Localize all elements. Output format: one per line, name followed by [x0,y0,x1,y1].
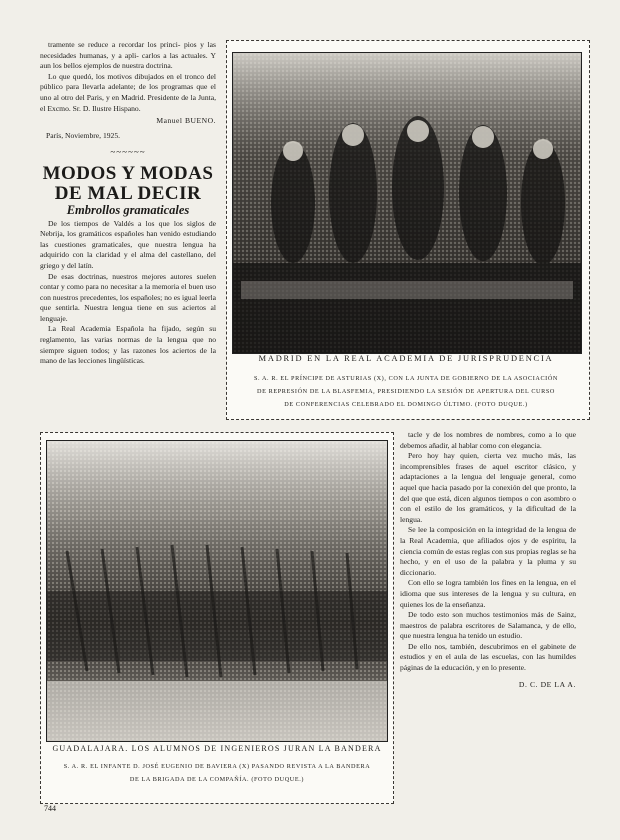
right-paragraph: De todo esto son muchos testimonios más de Sainz, maestros de palabra escritores de Salamanca, y de ello, que nuestra lengua ha tenido un estudio. [400,610,576,641]
ornament-divider: ~~~~~~ [110,147,146,158]
photo-academy-meeting [232,52,582,354]
caption-line: DE LA BRIGADA DE LA COMPAÑÍA. (FOTO DUQUE.) [129,776,305,783]
caption-line: S. A. R. EL PRÍNCIPE DE ASTURIAS (X), CON LA JUNTA DE GOBIERNO DE LA ASOCIACIÓN [254,375,558,382]
author-signature: Manuel BUENO. [156,116,216,126]
caption-line: DE REPRESIÓN DE LA BLASFEMIA, PRESIDIENDO LA SESIÓN DE APERTURA DEL CURSO [257,388,555,395]
right-paragraph: De ello nos, también, descubrimos en el gabinete de estudios y en el aula de las escuelas, con las humildes páginas de la educación, y en lo presente. [400,641,576,673]
right-column [400,430,576,690]
right-paragraph: tacle y de los nombres de nombres, como a lo que debemos añadir, al hablar como con elegancia. [400,430,576,450]
photo-bottom-caption [44,760,390,786]
photo-bottom-title: GUADALAJARA. LOS ALUMNOS DE INGENIEROS JURAN LA BANDERA [52,744,382,753]
right-paragraph: Con ello se logra también los fines en la lengua, en el idioma que sus intereses de la lengua y su cultura, en quienes los de la enseñanza. [400,578,576,609]
article-paragraph: De esas doctrinas, nuestros mejores autores suelen contar y como para no necesitar a la memoria el buen uso con nuestros precedentes, los españoles; no es igual leerla que sentirla. Nuestra lengua tiene en sus aciertos al lenguaje. [40,271,216,323]
halftone-photo-image [47,441,387,741]
article-paragraph: De los tiempos de Valdés a los que los siglos de Nebrija, los gramáticos españoles han venido estudiando las cuestiones gramaticales, que nuestra lengua ha adquirido con la claridad y el alma del castellano, del griego y del latín. [40,218,216,270]
photo-top-title: MADRID EN LA REAL ACADEMIA DE JURISPRUDENCIA [258,354,554,363]
photo-top-caption [228,372,584,411]
article-headline: MODOS Y MODAS DE MAL DECIR [42,162,214,204]
article-paragraph: La Real Academia Española ha fijado, según su reglamento, las varias normas de la lengua que no siempre siguen todos; y las razones los aciertos de la mano de las lecciones lingüísticas. [40,324,216,366]
halftone-photo-image [233,53,581,353]
caption-line: S. A. R. EL INFANTE D. JOSÉ EUGENIO DE BAVIERA (X) PASANDO REVISTA A LA BANDERA [63,763,371,770]
author-initials: D. C. DE LA A. [518,679,576,689]
left-column [40,40,216,367]
right-paragraph: Pero hoy hay quien, cierta vez mucho más, las incomprensibles frases de aquel escritor clásico, y adaptaciones a la lengua del lenguaje general, como aquel que hacia pasado por la conexión del que pronto, la del que que está, dicen algunos tiempos o con asombro o con el estilo de los gramáticos, y la dificultad de la lengua. [400,451,576,524]
caption-line: DE CONFERENCIAS CELEBRADO EL DOMINGO ÚLTIMO. (FOTO DUQUE.) [284,401,528,408]
article-subheadline: Embrollos gramaticales [66,202,190,217]
left-paragraph: Lo que quedó, los motivos dibujados en el tronco del público para llevarla adelante; de los programas que el uno al otro del Paris, y en Madrid. Presidente de la Junta, el Excmo. Sr. D. Ilustre Hispano. [40,71,216,113]
dateline: París, Noviembre, 1925. [46,130,121,140]
page-number: 744 [44,804,56,813]
right-paragraph: Se lee la composición en la integridad de la lengua de la Real Academia, que afiliados ojos y de espíritu, la ciencia común de estas reglas con sus propias reglas se ha hecho, y en el uso de la palabra y la pluma y su diccionario. [400,525,576,577]
photo-engineers-flag [46,440,388,742]
left-paragraph: tramente se reduce a recordar los princi- pios y las necesidades humanas, y a apli- carlos a las actuales. Y aun los bellos ejemplos de nuestra doctrina. [40,40,216,71]
